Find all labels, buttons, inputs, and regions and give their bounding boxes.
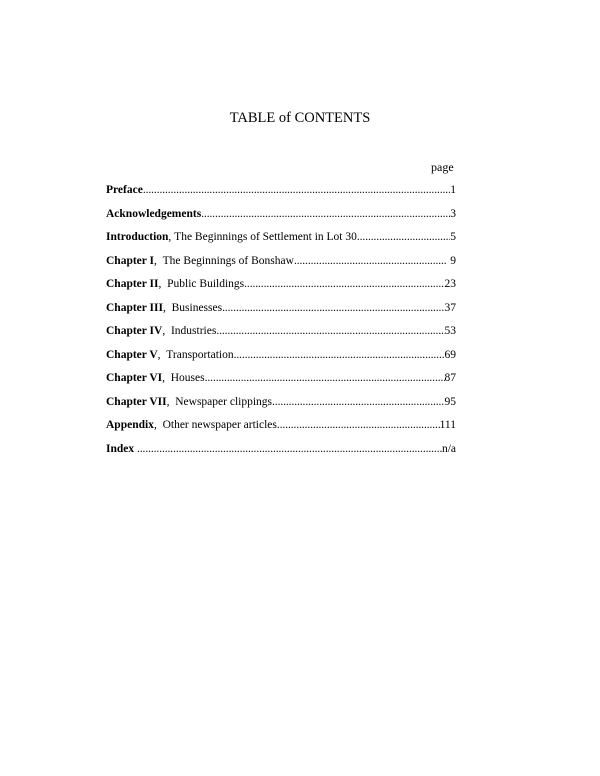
toc-entry-separator: , bbox=[168, 231, 175, 243]
toc-entry-page: 5 bbox=[450, 231, 456, 243]
toc-entry-separator: , bbox=[154, 254, 163, 267]
toc-entry-separator: , bbox=[153, 419, 163, 431]
toc-entry-separator: , bbox=[162, 301, 172, 314]
toc-entry-chapter-2 bbox=[106, 277, 456, 301]
toc-entry-chapter-4 bbox=[106, 324, 456, 348]
toc-entry-page: 69 bbox=[444, 348, 456, 361]
toc-entry-page: 111 bbox=[439, 419, 456, 431]
toc-entry-title: The Beginnings of Settlement in Lot 30 bbox=[174, 231, 357, 243]
toc-entry-preface bbox=[106, 183, 456, 207]
toc-entry-separator: , bbox=[162, 325, 171, 337]
dot-leader bbox=[272, 395, 444, 410]
toc-entry-chapter-5 bbox=[106, 348, 456, 372]
dot-leader bbox=[357, 230, 450, 245]
toc-entry-label: Chapter VI bbox=[106, 372, 163, 384]
toc-entry-title: The Beginnings of Bonshaw bbox=[162, 254, 294, 267]
toc-entry-introduction bbox=[106, 230, 456, 254]
toc-entry-label: Chapter III bbox=[106, 301, 163, 314]
toc-entry-page: 87 bbox=[444, 372, 456, 384]
toc-entry-label: Index bbox=[106, 442, 135, 455]
toc-entry-title: Businesses bbox=[171, 301, 223, 314]
toc-entry-chapter-7 bbox=[106, 395, 456, 419]
dot-leader bbox=[201, 207, 450, 222]
dot-leader bbox=[222, 301, 444, 316]
toc-entry-page: 37 bbox=[444, 301, 456, 314]
dot-leader bbox=[277, 418, 440, 433]
toc-entry-title: Other newspaper articles bbox=[162, 419, 277, 431]
dot-leader bbox=[205, 371, 445, 386]
toc-entry-title: Public Buildings bbox=[167, 278, 245, 290]
toc-entry-label: Chapter IV bbox=[106, 325, 163, 337]
dot-leader bbox=[234, 348, 445, 363]
dot-leader bbox=[294, 254, 447, 269]
toc-entry-separator: , bbox=[162, 372, 171, 384]
dot-leader bbox=[244, 277, 444, 292]
toc-entry-label: Acknowledgements bbox=[106, 207, 202, 220]
toc-entry-page: 9 bbox=[447, 254, 456, 267]
toc-entry-page: 95 bbox=[444, 395, 456, 408]
toc-entry-title: Transportation bbox=[166, 348, 234, 361]
toc-entry-page: 23 bbox=[444, 278, 456, 290]
toc-entry-separator: , bbox=[157, 348, 167, 361]
toc-entry-chapter-1 bbox=[106, 254, 456, 278]
toc-entry-label: Chapter II bbox=[106, 278, 159, 290]
page-column-label: page bbox=[431, 160, 454, 174]
toc-entry-label: Chapter I bbox=[106, 254, 155, 267]
toc-entry-label: Preface bbox=[106, 184, 143, 196]
dot-leader bbox=[143, 183, 450, 198]
toc-entry-index bbox=[106, 442, 456, 466]
toc-entry-title: Newspaper clippings bbox=[175, 395, 273, 408]
toc-entry-title: Industries bbox=[170, 325, 217, 337]
toc-entry-label: Chapter V bbox=[106, 348, 158, 361]
dot-leader bbox=[137, 442, 442, 457]
toc-entry-label: Appendix bbox=[106, 419, 154, 431]
toc-entry-separator: , bbox=[166, 395, 176, 408]
dot-leader bbox=[216, 324, 444, 339]
toc-entry-chapter-3 bbox=[106, 301, 456, 325]
toc-entry-page: n/a bbox=[441, 442, 456, 455]
toc-entry-page: 53 bbox=[444, 325, 456, 337]
toc-entry-appendix bbox=[106, 418, 456, 442]
toc-entry-title: Houses bbox=[170, 372, 205, 384]
toc-entry-page: 1 bbox=[450, 184, 456, 196]
toc-entry-acknowledgements bbox=[106, 207, 456, 231]
toc-list bbox=[106, 183, 456, 465]
toc-entry-label: Introduction bbox=[106, 231, 169, 243]
toc-entry-separator: , bbox=[158, 278, 168, 290]
toc-entry-page: 3 bbox=[450, 207, 456, 220]
page-title: TABLE of CONTENTS bbox=[229, 110, 371, 126]
toc-entry-chapter-6 bbox=[106, 371, 456, 395]
toc-entry-label: Chapter VII bbox=[106, 395, 167, 408]
